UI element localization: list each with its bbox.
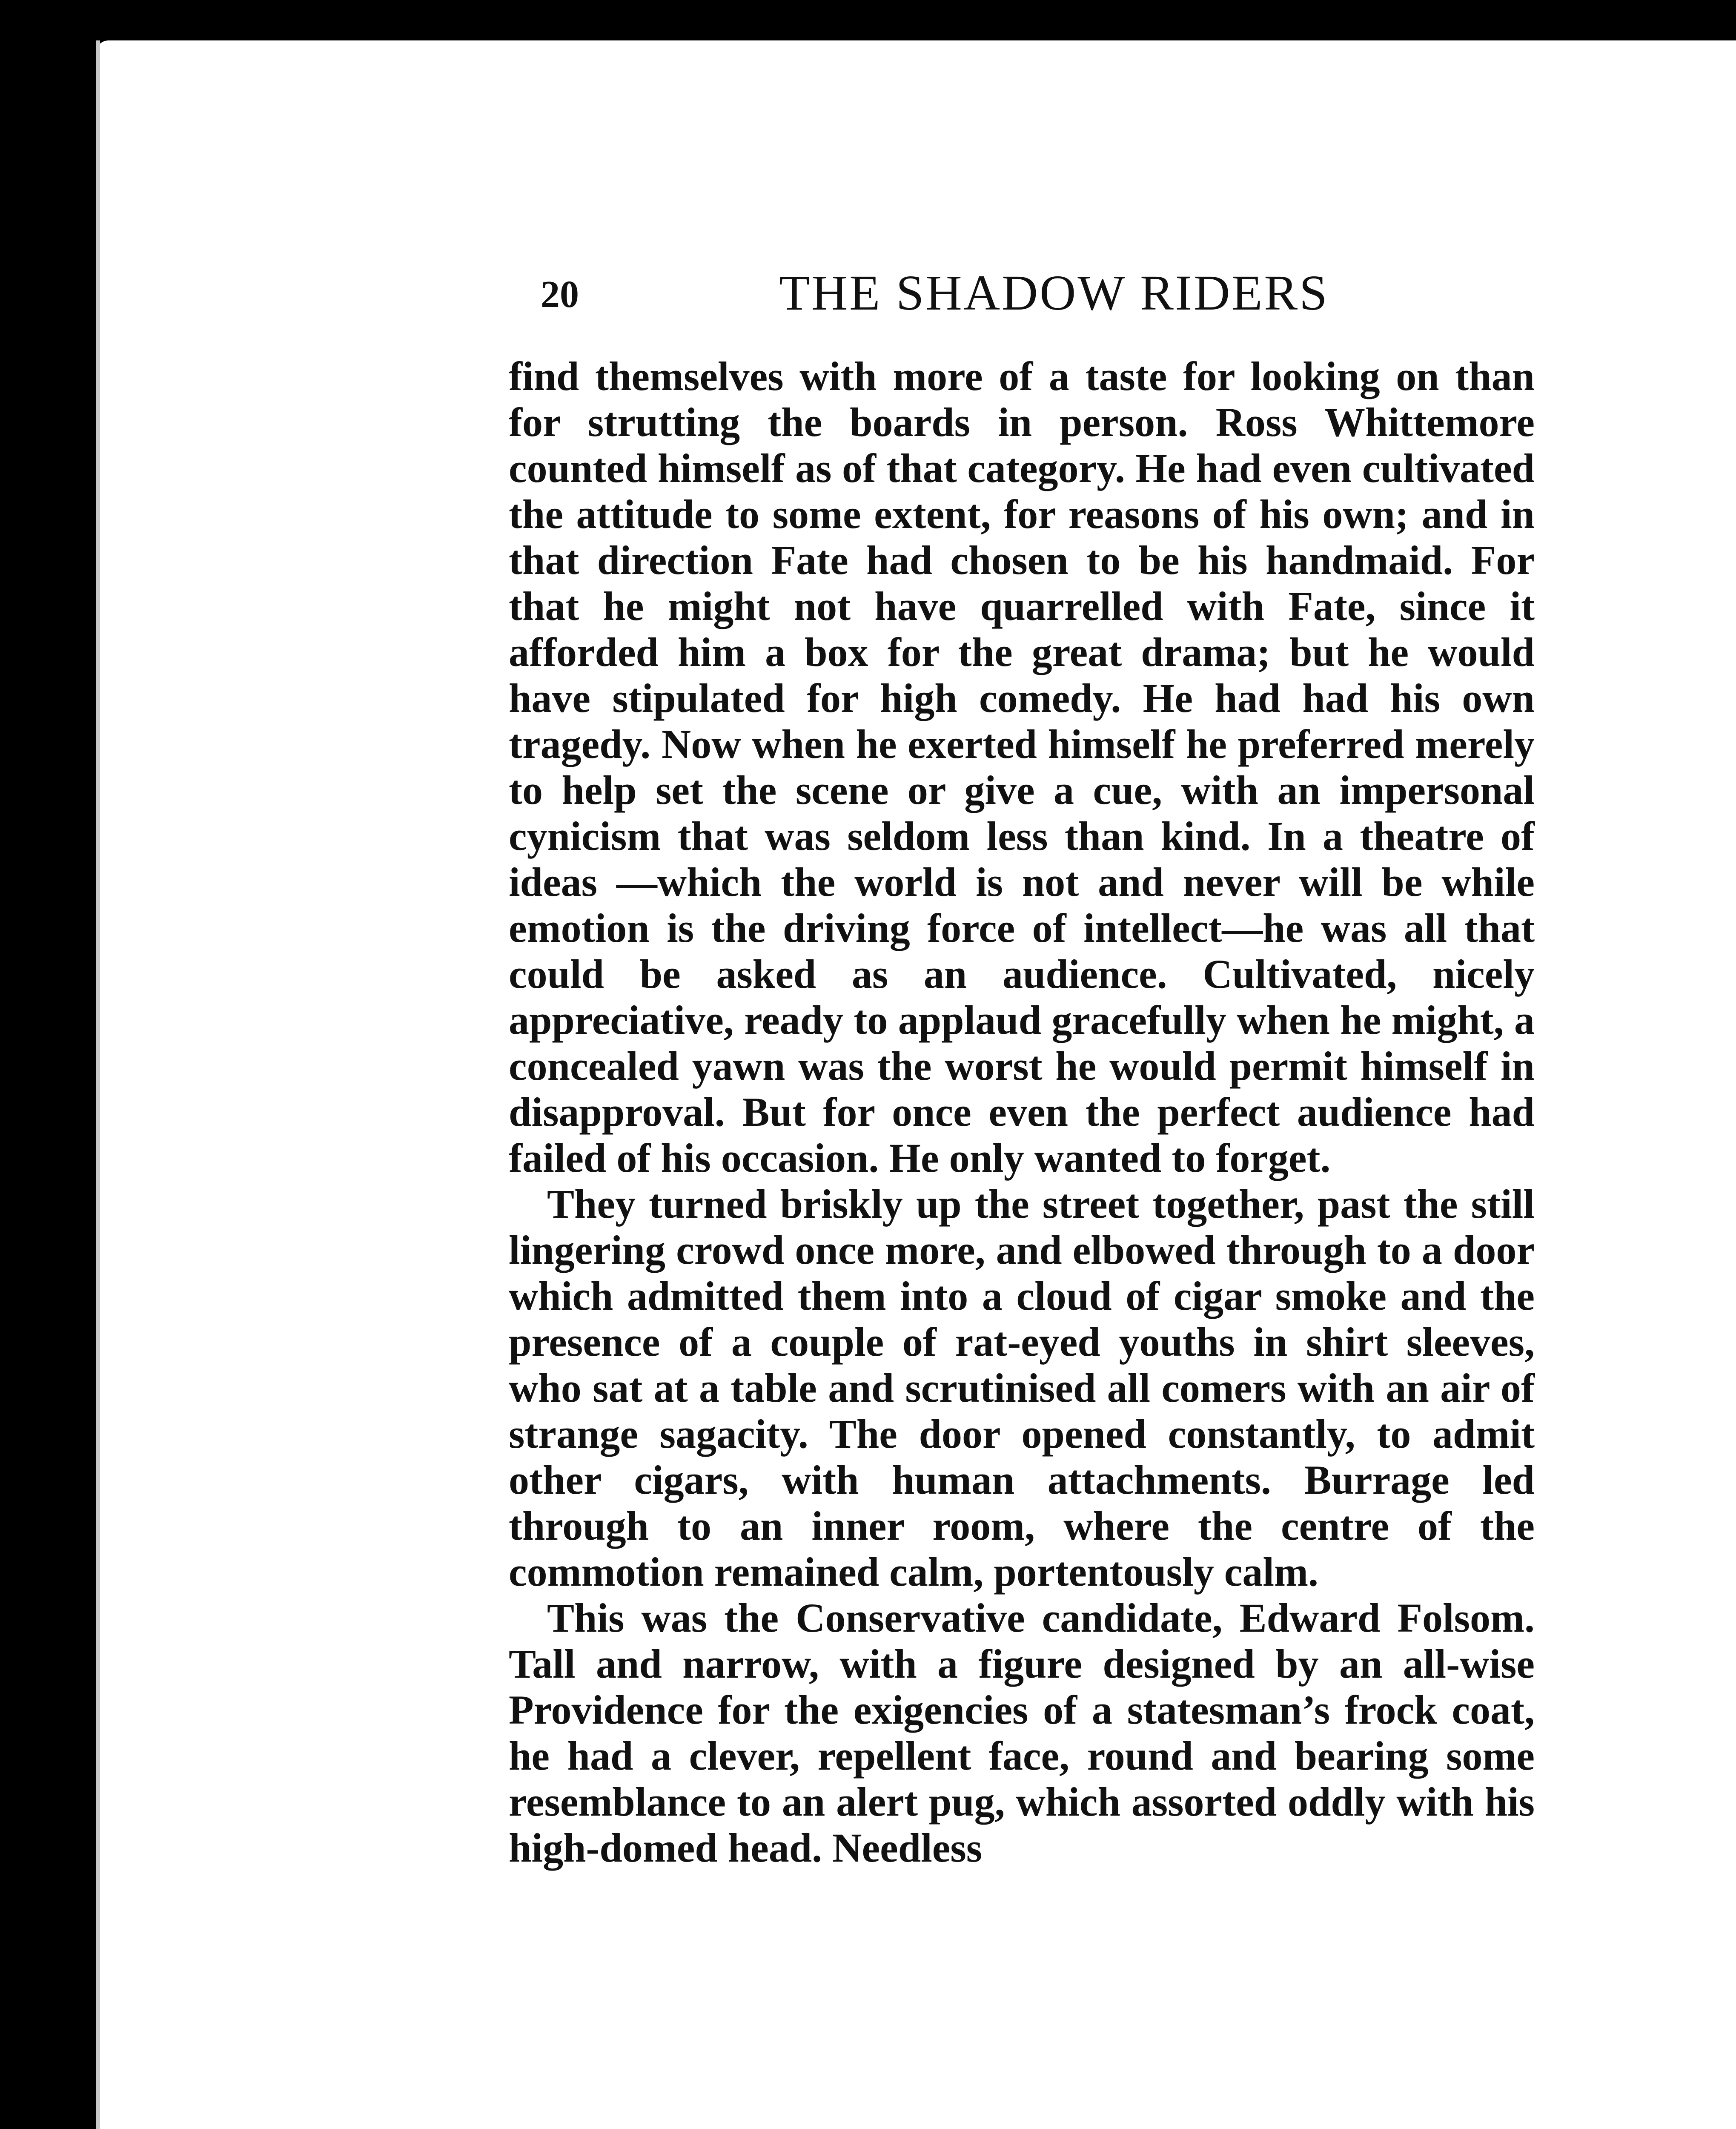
paragraph-1: find themselves with more of a taste for looking on than for strutting the boards in person. Ross Whittemore counted himself as of that category. He had even cultivated the attitude to some extent, for reasons of his own; and in that direction Fate had chosen to be his handmaid. For that he might not have quarrelled with Fate, since it afforded him a box for the great drama; but he would have stipulated for high comedy. He had had his own tragedy. Now when he exerted himself he preferred merely to help set the scene or give a cue, with an impersonal cynicism that was seldom less than kind. In a theatre of ideas —which the world is not and never will be while emotion is the driving force of intellect—he was all that could be asked as an audience. Cultivated, nicely appreciative, ready to applaud gracefully when he might, a concealed yawn was the worst he would permit himself in disapproval. But for once even the perfect audience had failed of his occasion. He only wanted to forget.: [509, 353, 1535, 1181]
body-text: [509, 353, 1535, 1871]
paragraph-2: They turned briskly up the street together, past the still lingering crowd once more, and elbowed through to a door which admitted them into a cloud of cigar smoke and the presence of a couple of rat-eyed youths in shirt sleeves, who sat at a table and scrutinised all comers with an air of strange sagacity. The door opened constantly, to admit other cigars, with human attachments. Burrage led through to an inner room, where the centre of the commotion remained calm, portentously calm.: [509, 1181, 1535, 1595]
page-edge: [96, 40, 100, 2129]
paragraph-3: This was the Conservative candidate, Edward Folsom. Tall and narrow, with a figure designed by an all-wise Providence for the exigencies of a statesman’s frock coat, he had a clever, repellent face, round and bearing some resemblance to an alert pug, which assorted oddly with his high-domed head. Needless: [509, 1595, 1535, 1871]
book-title: THE SHADOW RIDERS: [779, 265, 1329, 321]
page-number: 20: [541, 273, 579, 316]
running-head: [541, 255, 1733, 341]
